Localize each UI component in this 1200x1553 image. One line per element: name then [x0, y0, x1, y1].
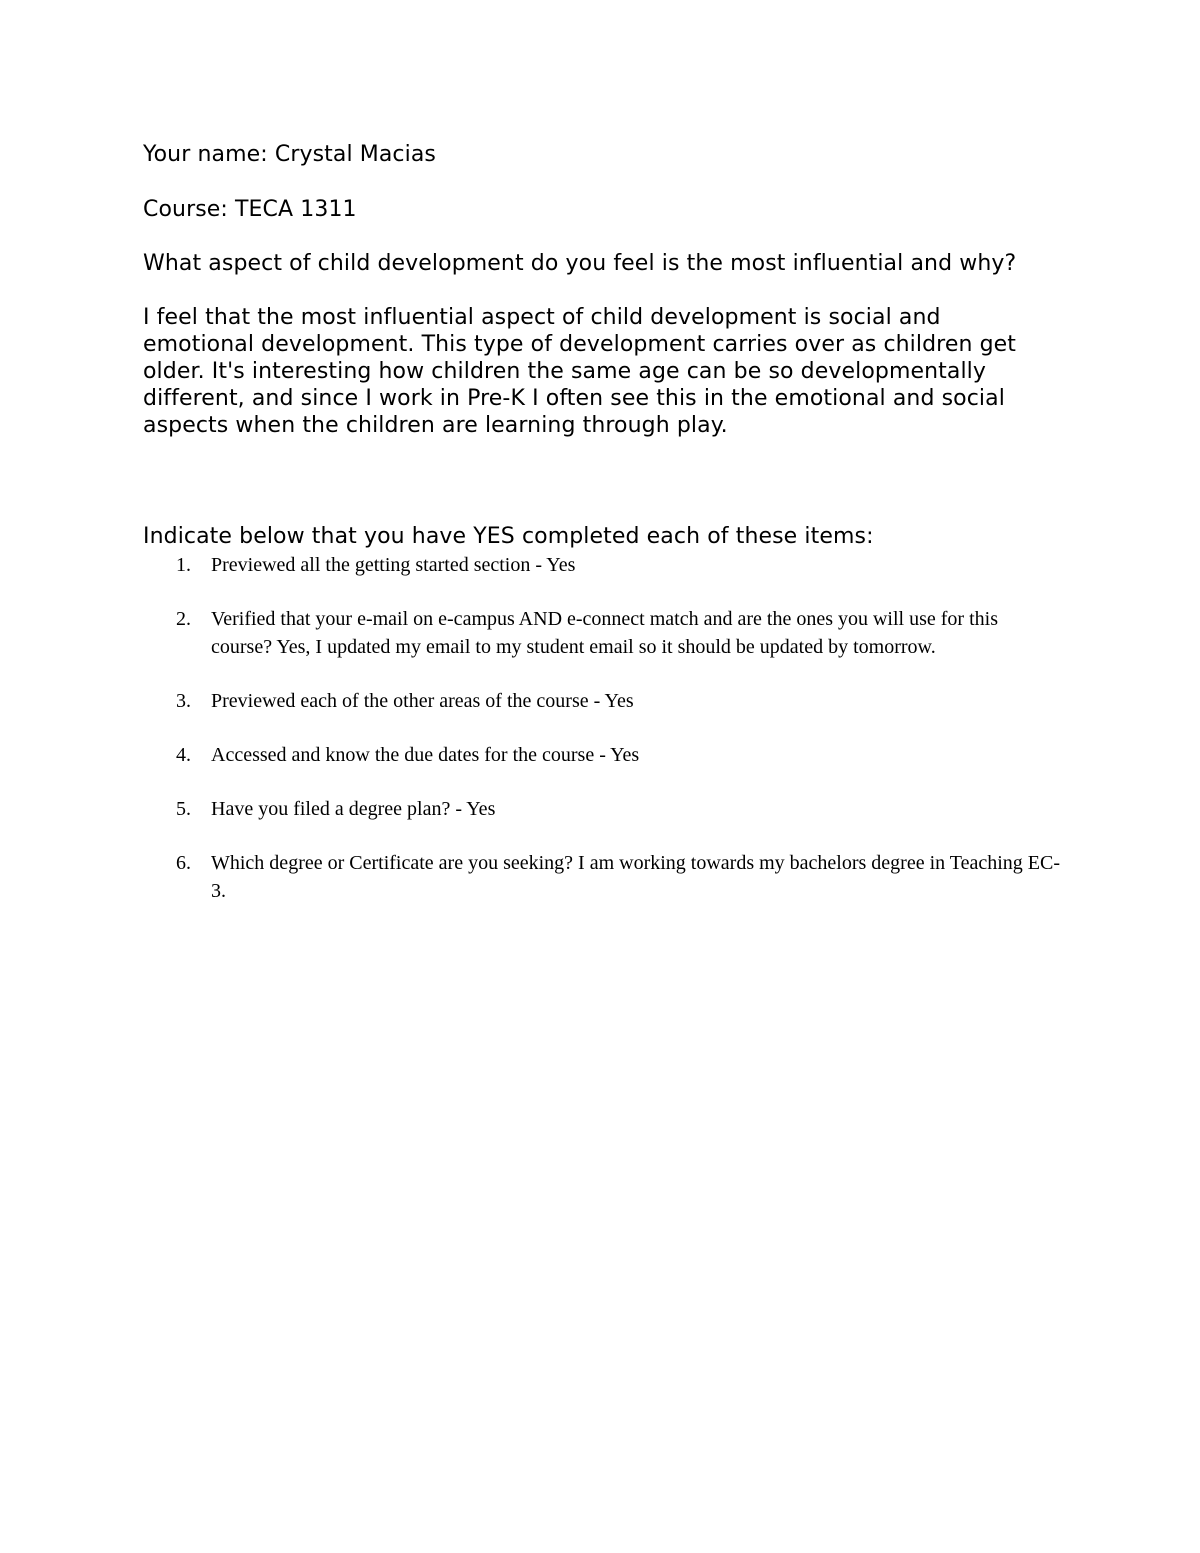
checklist-item [143, 687, 1063, 715]
checklist-item [143, 741, 1063, 769]
checklist-item-number: 4. [176, 744, 191, 766]
checklist-item [143, 605, 1063, 661]
checklist-item [143, 849, 1063, 905]
checklist-item-text: Accessed and know the due dates for the course - Yes [211, 744, 640, 766]
checklist-item-number: 2. [176, 608, 191, 630]
checklist-item [143, 551, 1063, 579]
checklist-item-text: Previewed each of the other areas of the course - Yes [211, 690, 634, 712]
checklist-item-text: Which degree or Certificate are you seeking? I am working towards my bachelors degree in Teaching EC-3. [211, 852, 1061, 902]
checklist-item-number: 3. [176, 690, 191, 712]
checklist-item-text: Have you filed a degree plan? - Yes [211, 798, 496, 820]
checklist-item-text: Verified that your e-mail on e-campus AND e-connect match and are the ones you will use for this course? Yes, I updated my email to my student email so it should be updated by tomorrow. [211, 608, 998, 658]
checklist-item-number: 5. [176, 798, 191, 820]
discussion-answer: I feel that the most influential aspect of child development is social and emotional development. This type of development carries over as children get older. It's interesting how children the same age can be so developmentally different, and since I work in Pre-K I often see this in the emotional and social aspects when the children are learning through play. [143, 305, 1017, 438]
course-line: Course: TECA 1311 [143, 197, 357, 222]
checklist-instructions: Indicate below that you have YES completed each of these items: [143, 524, 874, 549]
checklist-item-number: 6. [176, 852, 191, 874]
checklist-item [143, 795, 1063, 823]
student-name-line: Your name: Crystal Macias [143, 142, 436, 167]
checklist [143, 551, 1063, 931]
checklist-item-number: 1. [176, 554, 191, 576]
checklist-item-text: Previewed all the getting started section - Yes [211, 554, 576, 576]
discussion-question: What aspect of child development do you feel is the most influential and why? [143, 251, 1017, 276]
